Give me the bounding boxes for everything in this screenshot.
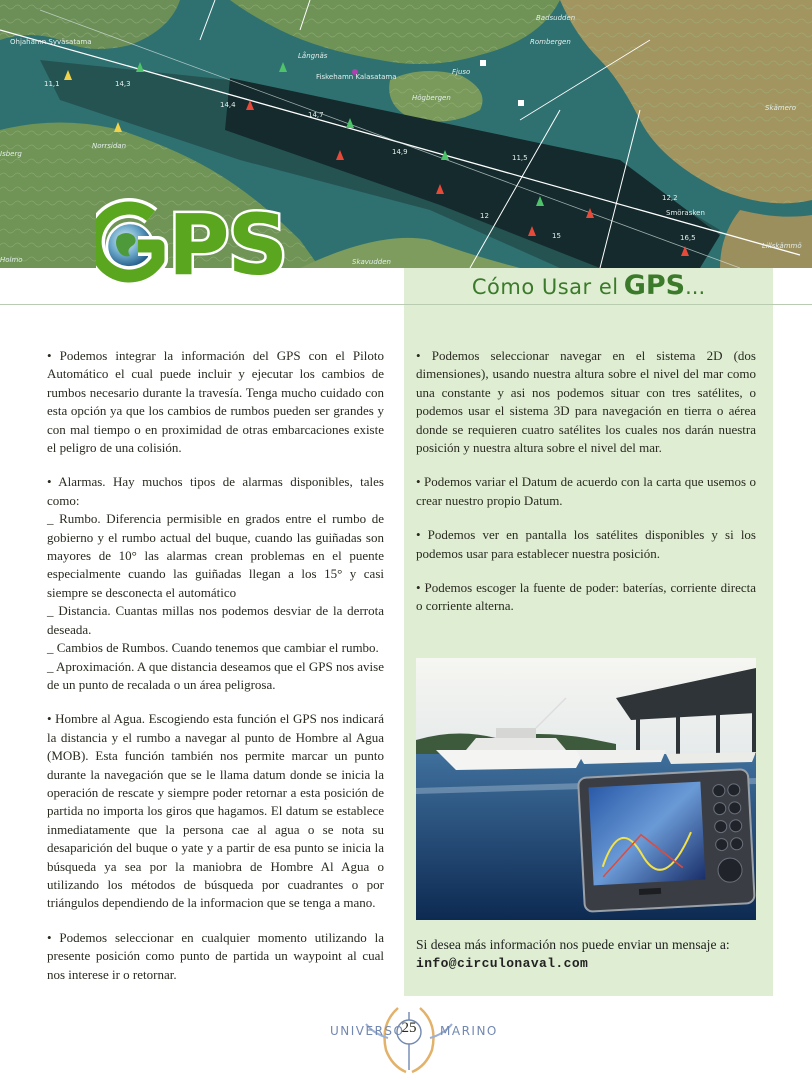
chart-depth-6: 11,5 — [512, 154, 528, 162]
marina-gps-photo — [416, 658, 756, 920]
chart-label-rombergen: Rombergen — [530, 38, 571, 46]
chart-label-isberg: Isberg — [0, 150, 22, 158]
alarm-item-aproximacion: _ Aproximación. A que distancia deseamos que el GPS nos avise de un punto de recalada o un área peligrosa. — [47, 658, 384, 692]
right-column — [416, 347, 756, 632]
chart-label-fjuso: Fjuso — [452, 68, 471, 76]
chart-label-smorasken: Smörasken — [666, 209, 705, 217]
footer — [0, 1004, 812, 1076]
alarm-item-rumbo: _ Rumbo. Diferencia permisible en grados entre el rumbo de gobierno y el rumbo actual del buque, cuando las guiñadas son mayores de 10° las alarmas crean problemas en el puente especialmente cuando las guiñadas llegan a los 15° y casi siempre se desconecta el automático — [47, 511, 384, 600]
footer-word-marino: MARINO — [440, 1024, 498, 1038]
footer-word-universo: UNIVERSO — [330, 1024, 405, 1038]
chart-label-norrsidan: Norrsidan — [92, 142, 127, 150]
chart-depth-5: 14,9 — [392, 148, 408, 156]
chart-depth-2: 14,3 — [115, 80, 131, 88]
contact-email-link[interactable]: info@circulonaval.com — [416, 956, 589, 971]
paragraph-satellites: • Podemos ver en pantalla los satélites disponibles y si los podemos usar para establecer nuestra posición. — [416, 527, 756, 561]
chart-depth-8: 15 — [552, 232, 561, 240]
paragraph-datum: • Podemos variar el Datum de acuerdo con la carta que usemos o crear nuestro propio Datum. — [416, 474, 756, 508]
left-column — [47, 347, 384, 1000]
paragraph-power: • Podemos escoger la fuente de poder: baterías, corriente directa o corriente alterna. — [416, 580, 756, 614]
chart-label-badsudden: Badsudden — [536, 14, 576, 22]
paragraph-autopilot: • Podemos integrar la información del GPS con el Piloto Automático el cual puede incluir y ejecutar los cambios de rumbos necesario durante la travesía. Tenga mucho cuidado con esta opción ya que los cambios de rumbos pueden ser grandes y con mal tiempo o en proximidad de otras embarcaciones existe el peligro de una colisión. — [47, 348, 384, 456]
chart-depth-9: 12,2 — [662, 194, 678, 202]
chart-depth-10: 16,5 — [680, 234, 696, 242]
sidebar-title-ellipsis: ... — [685, 275, 706, 299]
universo-marino-emblem — [0, 1004, 812, 1076]
chart-label-lillskammo: Lillskämmö — [762, 242, 802, 250]
sidebar-title-gps: GPS — [623, 270, 686, 301]
sidebar-title-prefix: Cómo Usar el — [471, 275, 619, 299]
marina-photo-graphic — [416, 658, 756, 920]
chart-label-skamero: Skämero — [765, 104, 797, 112]
sidebar-title — [404, 270, 773, 310]
alarm-item-distancia: _ Distancia. Cuantas millas nos podemos desviar de la derrota deseada. — [47, 603, 384, 637]
paragraph-waypoint: • Podemos seleccionar en cualquier momento utilizando la presente posición como punto de partida un waypoint al cual nos interese ir o retornar. — [47, 929, 384, 982]
page-number: 25 — [401, 1020, 417, 1036]
paragraph-man-overboard: • Hombre al Agua. Escogiendo esta función el GPS nos indicará la distancia y el rumbo a navegar al punto de Hombre al Agua (MOB). Esta función también nos permite marcar un punto durante la navegación que se le llama datum donde se inicia la operación de rescate y siempre poder retornar a esta posición de partida no importa los giros que hagamos. El datum se establece inmediatamente que la persona cae al agua o se nota su desaparición del buque o yate y a partir de esa punto se inicia la búsqueda ya sea por la maniobra de Hombre Al Agua o utilizando los métodos de búsqueda por cuadrantes o por triángulos dependiendo de la informacion que se tenga a mano. — [47, 711, 384, 911]
gps-logo-graphic — [96, 196, 346, 288]
chart-label-holmo: Holmo — [0, 256, 23, 264]
chart-label-fiskehamn: Fiskehamn Kalasatama — [316, 73, 397, 81]
gps-logo — [96, 196, 346, 288]
chart-depth-3: 14,4 — [220, 101, 236, 109]
chart-label-langnas: Långnäs — [298, 52, 328, 60]
paragraph-alarms-intro: • Alarmas. Hay muchos tipos de alarmas disponibles, tales como: — [47, 474, 384, 508]
chart-depth-7: 12 — [480, 212, 489, 220]
chart-depth-4: 14,7 — [308, 111, 324, 119]
contact-line: Si desea más información nos puede enviar un mensaje a: — [416, 937, 730, 952]
chart-label-ohjahamn: Ohjahamn Syväsatama — [10, 38, 92, 46]
contact-block — [416, 935, 766, 973]
gps-logo-text: PS — [168, 196, 287, 288]
chart-label-skavudden: Skavudden — [352, 258, 391, 266]
chart-depth-1: 11,1 — [44, 80, 60, 88]
alarm-item-cambios: _ Cambios de Rumbos. Cuando tenemos que cambiar el rumbo. — [47, 640, 379, 656]
chart-label-hogbergen: Högbergen — [412, 94, 451, 102]
paragraph-2d-3d: • Podemos seleccionar navegar en el sistema 2D (dos dimensiones), usando nuestra altura sobre el nivel del mar como una constante y asi nos podemos situar con tres satélites, o podemos usar el sistema 3D para navegación en tierra o aérea donde se requieren cuatro satélites los cuales nos darán nuestra posición y nuestra altura sobre el nivel del mar. — [416, 348, 756, 456]
